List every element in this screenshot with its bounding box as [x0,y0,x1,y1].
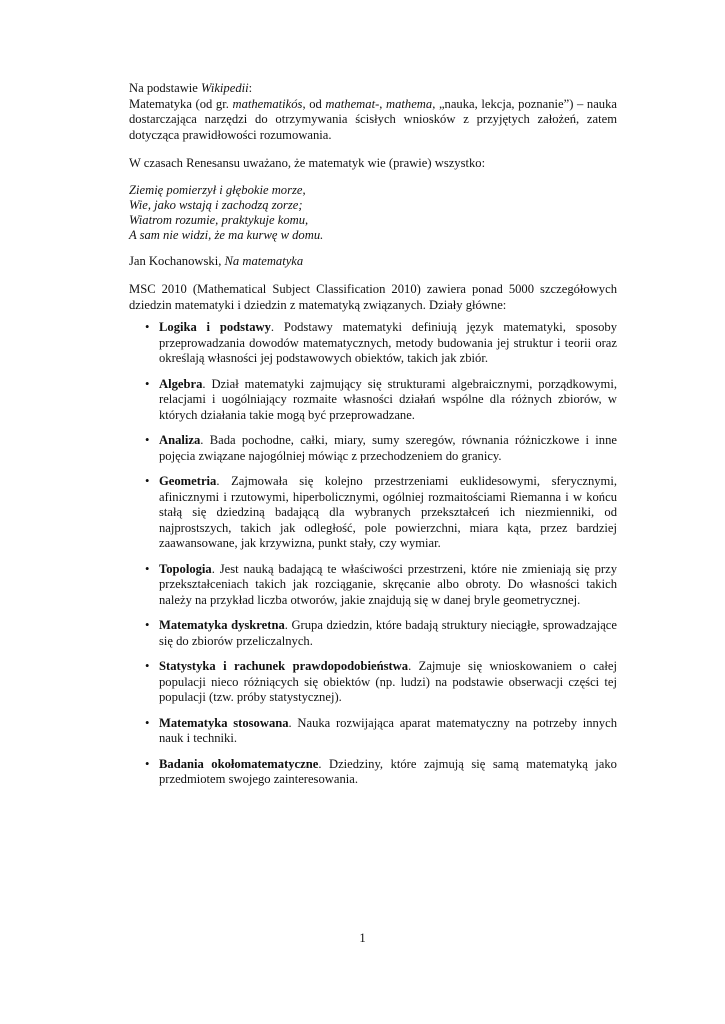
branch-name: Matematyka dyskretna [159,618,285,632]
branch-description: . Nauka rozwijająca aparat matematyczny na potrzeby innych nauk i techniki. [159,715,617,745]
poem [129,183,617,243]
branch-name: Matematyka stosowana [159,715,289,730]
list-item [129,618,617,649]
branch-description: . Dziedziny, które zajmują się samą matematyką jako przedmiotem swojego zainteresowania. [159,756,617,786]
branch-description: . Grupa dziedzin, które badają struktury nieciągłe, sprowadzające się do zbiorów przeliczalnych. [159,618,617,648]
branch-name: Algebra [159,376,203,391]
source-line [129,81,617,97]
list-item [129,659,617,706]
branch-description: . Zajmuje się wnioskowaniem o całej populacji nieco różniących się obiektów (np. ludzi) na podstawie obserwacji części tej populacji (tzw. próby statystycznej). [159,659,617,704]
branch-description: . Zajmowała się kolejno przestrzeniami euklidesowymi, sferycznymi, afinicznymi i rzutowymi, hiperbolicznymi, ogólniej rozmaitościami Riemanna i w końcu stałą się dziedziną badającą dla wybranych przekształceń ich niezmienniki, od najprostszych, takich jak odległość, pole powierzchni, miara kąta, przez bardziej zaawansowane, jak krzywizna, punkt stały, czy wymiar. [159,474,617,550]
bullet-icon: • [145,376,150,391]
branch-name: Analiza [159,433,201,447]
definition-text: , [379,96,387,111]
list-item [129,377,617,424]
branches-list [129,320,617,788]
list-item [129,716,617,747]
branch-name: Badania okołomatematyczne [159,756,319,771]
definition-paragraph [129,97,617,144]
bullet-icon: • [145,474,150,488]
bullet-icon: • [145,320,150,334]
definition-text: Matematyka (od gr. [129,96,233,111]
definition-term: mathemat- [325,96,380,111]
list-item [129,474,617,552]
poem-line: Wiatrom rozumie, praktykuje komu, [129,212,309,227]
definition-text: , „nauka, lekcja, poznanie”) – nauka dostarczająca narzędzi do otrzymywania ścisłych wniosków z przyjętych założeń, zatem dotycząca prawidłowości rozumowania. [129,96,617,142]
poem-attribution [129,254,617,270]
attribution-author: Jan Kochanowski, [129,253,225,268]
list-item [129,320,617,367]
bullet-icon: • [145,756,150,771]
source-name: Wikipedii [201,81,249,95]
branch-name: Statystyka i rachunek prawdopodobieństwa [159,659,409,673]
definition-term: mathematikós [232,96,303,111]
bullet-icon: • [145,715,150,730]
branch-name: Topologia [159,561,212,576]
poem-line: Ziemię pomierzył i głębokie morze, [129,182,306,197]
poem-line: Wie, jako wstają i zachodzą zorze; [129,197,303,212]
branch-description: . Jest nauką badającą te właściwości przestrzeni, które nie zmieniają się przy przekształceniach takich jak rozciąganie, skręcanie albo obroty. Do własności takich należy na przykład liczba otworów, jakie znajdują się w danej bryle geometrycznej. [159,561,617,607]
list-item [129,433,617,464]
poem-line: A sam nie widzi, że ma kurwę w domu. [129,227,324,242]
definition-text: , od [302,96,326,111]
page-content [129,81,617,798]
bullet-icon: • [145,433,150,447]
renaissance-intro: W czasach Renesansu uważano, że matematyk wie (prawie) wszystko: [129,156,486,170]
msc-intro: MSC 2010 (Mathematical Subject Classification 2010) zawiera ponad 5000 szczegółowych dziedzin matematyki i dziedzin z matematyką związanych. Działy główne: [129,282,617,312]
list-item [129,562,617,609]
bullet-icon: • [145,561,150,576]
branch-name: Geometria [159,474,217,488]
branch-name: Logika i podstawy [159,320,271,334]
page-number: 1 [359,931,366,945]
source-suffix: : [248,81,253,95]
branch-description: . Dział matematyki zajmujący się strukturami algebraicznymi, porządkowymi, relacjami i uogólniający rozmaite własności działań wspólne dla różnych zbiorów, w których działania takie mogą być przeprowadzane. [159,376,617,422]
branch-description: . Bada pochodne, całki, miary, sumy szeregów, równania różniczkowe i inne pojęcia związane najogólniej mówiąc z przechodzeniem do granicy. [159,433,617,463]
attribution-title: Na matematyka [224,253,304,268]
definition-term: mathema [386,96,433,111]
source-prefix: Na podstawie [129,81,202,95]
list-item [129,757,617,788]
branch-description: . Podstawy matematyki definiują język matematyki, sposoby przeprowadzania dowodów matematycznych, metody budowania jej struktur i teorii oraz określają własności jej podstawowych obiektów, takich jak zbiór. [159,320,618,365]
bullet-icon: • [145,659,150,673]
bullet-icon: • [145,618,150,632]
